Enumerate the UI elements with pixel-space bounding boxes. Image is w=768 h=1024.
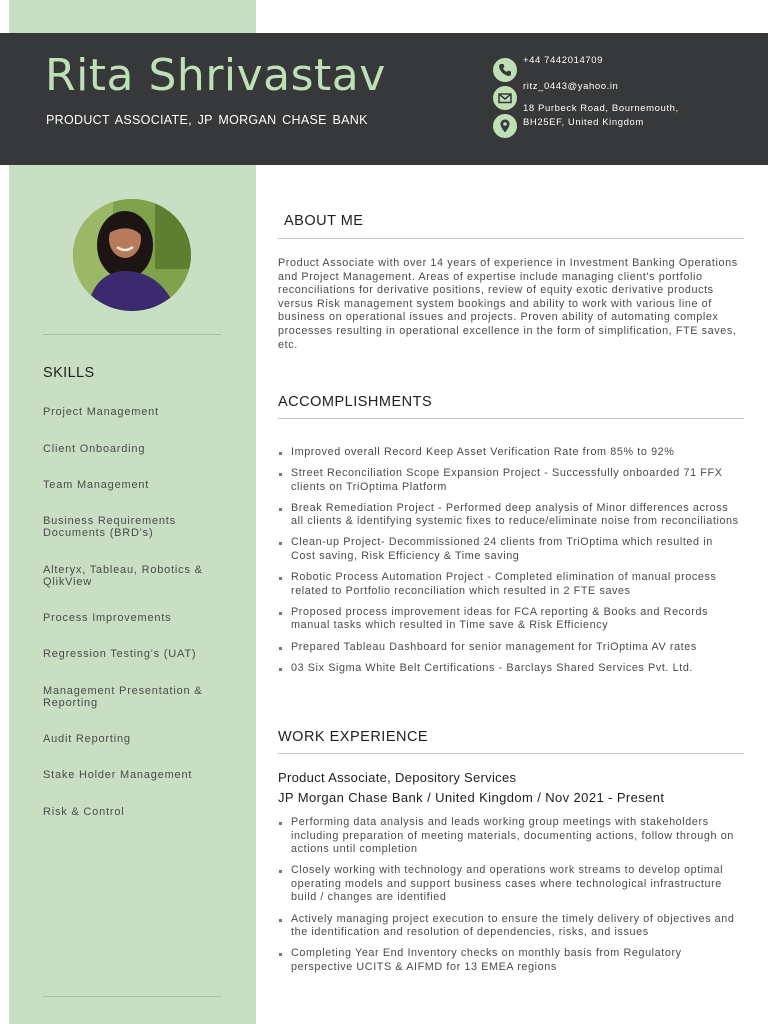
skill-item: Audit Reporting <box>43 733 131 745</box>
profile-photo <box>73 199 191 311</box>
resume-name: Rita Shrivastav <box>45 50 386 101</box>
skills-heading: SKILLS <box>43 365 95 381</box>
list-item: Closely working with technology and operations work streams to develop optimal operating models and support business cases where technological infrastructure build / changes are identified <box>278 864 740 905</box>
list-item: Clean-up Project- Decommissioned 24 clients from TriOptima which resulted in Cost saving, Risk Efficiency & Time saving <box>278 536 740 563</box>
skill-item: Team Management <box>43 479 150 491</box>
accomplishments-heading: ACCOMPLISHMENTS <box>278 394 433 410</box>
contact-email[interactable]: ritz_0443@yahoo.in <box>523 81 619 92</box>
list-item: Robotic Process Automation Project - Completed elimination of manual process related to Portfolio reconciliation which resulted in 2 FTE saves <box>278 571 740 598</box>
contact-address <box>523 102 679 130</box>
job-company: JP Morgan Chase Bank / United Kingdom / Nov 2021 - Present <box>278 790 665 805</box>
skill-item: Stake Holder Management <box>43 769 193 781</box>
list-item: Performing data analysis and leads working group meetings with stakeholders including preparation of meeting materials, documenting actions, follow through on actions until completion <box>278 816 740 857</box>
skill-item: Project Management <box>43 406 159 418</box>
phone-icon <box>493 58 517 82</box>
about-heading: ABOUT ME <box>284 213 364 229</box>
address-line-2: BH25EF, United Kingdom <box>523 117 644 128</box>
about-text: Product Associate with over 14 years of experience in Investment Banking Operations and Project Management. Areas of expertise include managing client's portfolio reconciliations for derivative positions, review of equity exotic derivative products versus Risk management system bookings and ability to work with various line of business on operational issues and projects. Proven ability of automating complex processes resulting in operational excellence in the form of simplification, FTE saves, etc. <box>278 257 738 351</box>
list-item: Break Remediation Project - Performed deep analysis of Minor differences across all clients & identifying systemic fixes to reduce/eliminate noise from reconciliations <box>278 502 740 529</box>
accomplishments-list <box>278 446 740 683</box>
skill-item: Management Presentation & Reporting <box>43 685 203 709</box>
list-item: Prepared Tableau Dashboard for senior management for TriOptima AV rates <box>278 641 740 655</box>
accomplishments-rule <box>278 418 744 419</box>
list-item: Street Reconciliation Scope Expansion Project - Successfully onboarded 71 FFX clients on TriOptima Platform <box>278 467 740 494</box>
experience-list <box>278 816 740 982</box>
work-experience-rule <box>278 753 744 754</box>
contact-phone[interactable]: +44 7442014709 <box>523 55 603 66</box>
skill-item: Process Improvements <box>43 612 172 624</box>
envelope-icon <box>493 86 517 110</box>
skill-item: Client Onboarding <box>43 443 146 455</box>
list-item: Proposed process improvement ideas for FCA reporting & Books and Records manual tasks which resulted in Time save & Risk Efficiency <box>278 606 740 633</box>
sidebar-divider-bottom <box>43 996 221 997</box>
about-rule <box>278 238 744 239</box>
list-item: Actively managing project execution to ensure the timely delivery of objectives and the identification and resolution of dependencies, risks, and issues <box>278 913 740 940</box>
location-pin-icon <box>493 114 517 138</box>
resume-job-title: PRODUCT ASSOCIATE, JP MORGAN CHASE BANK <box>46 113 368 127</box>
list-item: 03 Six Sigma White Belt Certifications - Barclays Shared Services Pvt. Ltd. <box>278 662 740 676</box>
skill-item: Regression Testing's (UAT) <box>43 648 197 660</box>
list-item: Improved overall Record Keep Asset Verification Rate from 85% to 92% <box>278 446 740 460</box>
skill-item: Risk & Control <box>43 806 125 818</box>
skill-item: Business Requirements Documents (BRD's) <box>43 515 176 539</box>
skill-item: Alteryx, Tableau, Robotics & QlikView <box>43 564 203 588</box>
work-experience-heading: WORK EXPERIENCE <box>278 729 429 745</box>
sidebar-divider-top <box>43 334 221 335</box>
job-title: Product Associate, Depository Services <box>278 770 517 785</box>
list-item: Completing Year End Inventory checks on monthly basis from Regulatory perspective UCITS & AIFMD for 13 EMEA regions <box>278 947 740 974</box>
address-line-1: 18 Purbeck Road, Bournemouth, <box>523 103 679 114</box>
